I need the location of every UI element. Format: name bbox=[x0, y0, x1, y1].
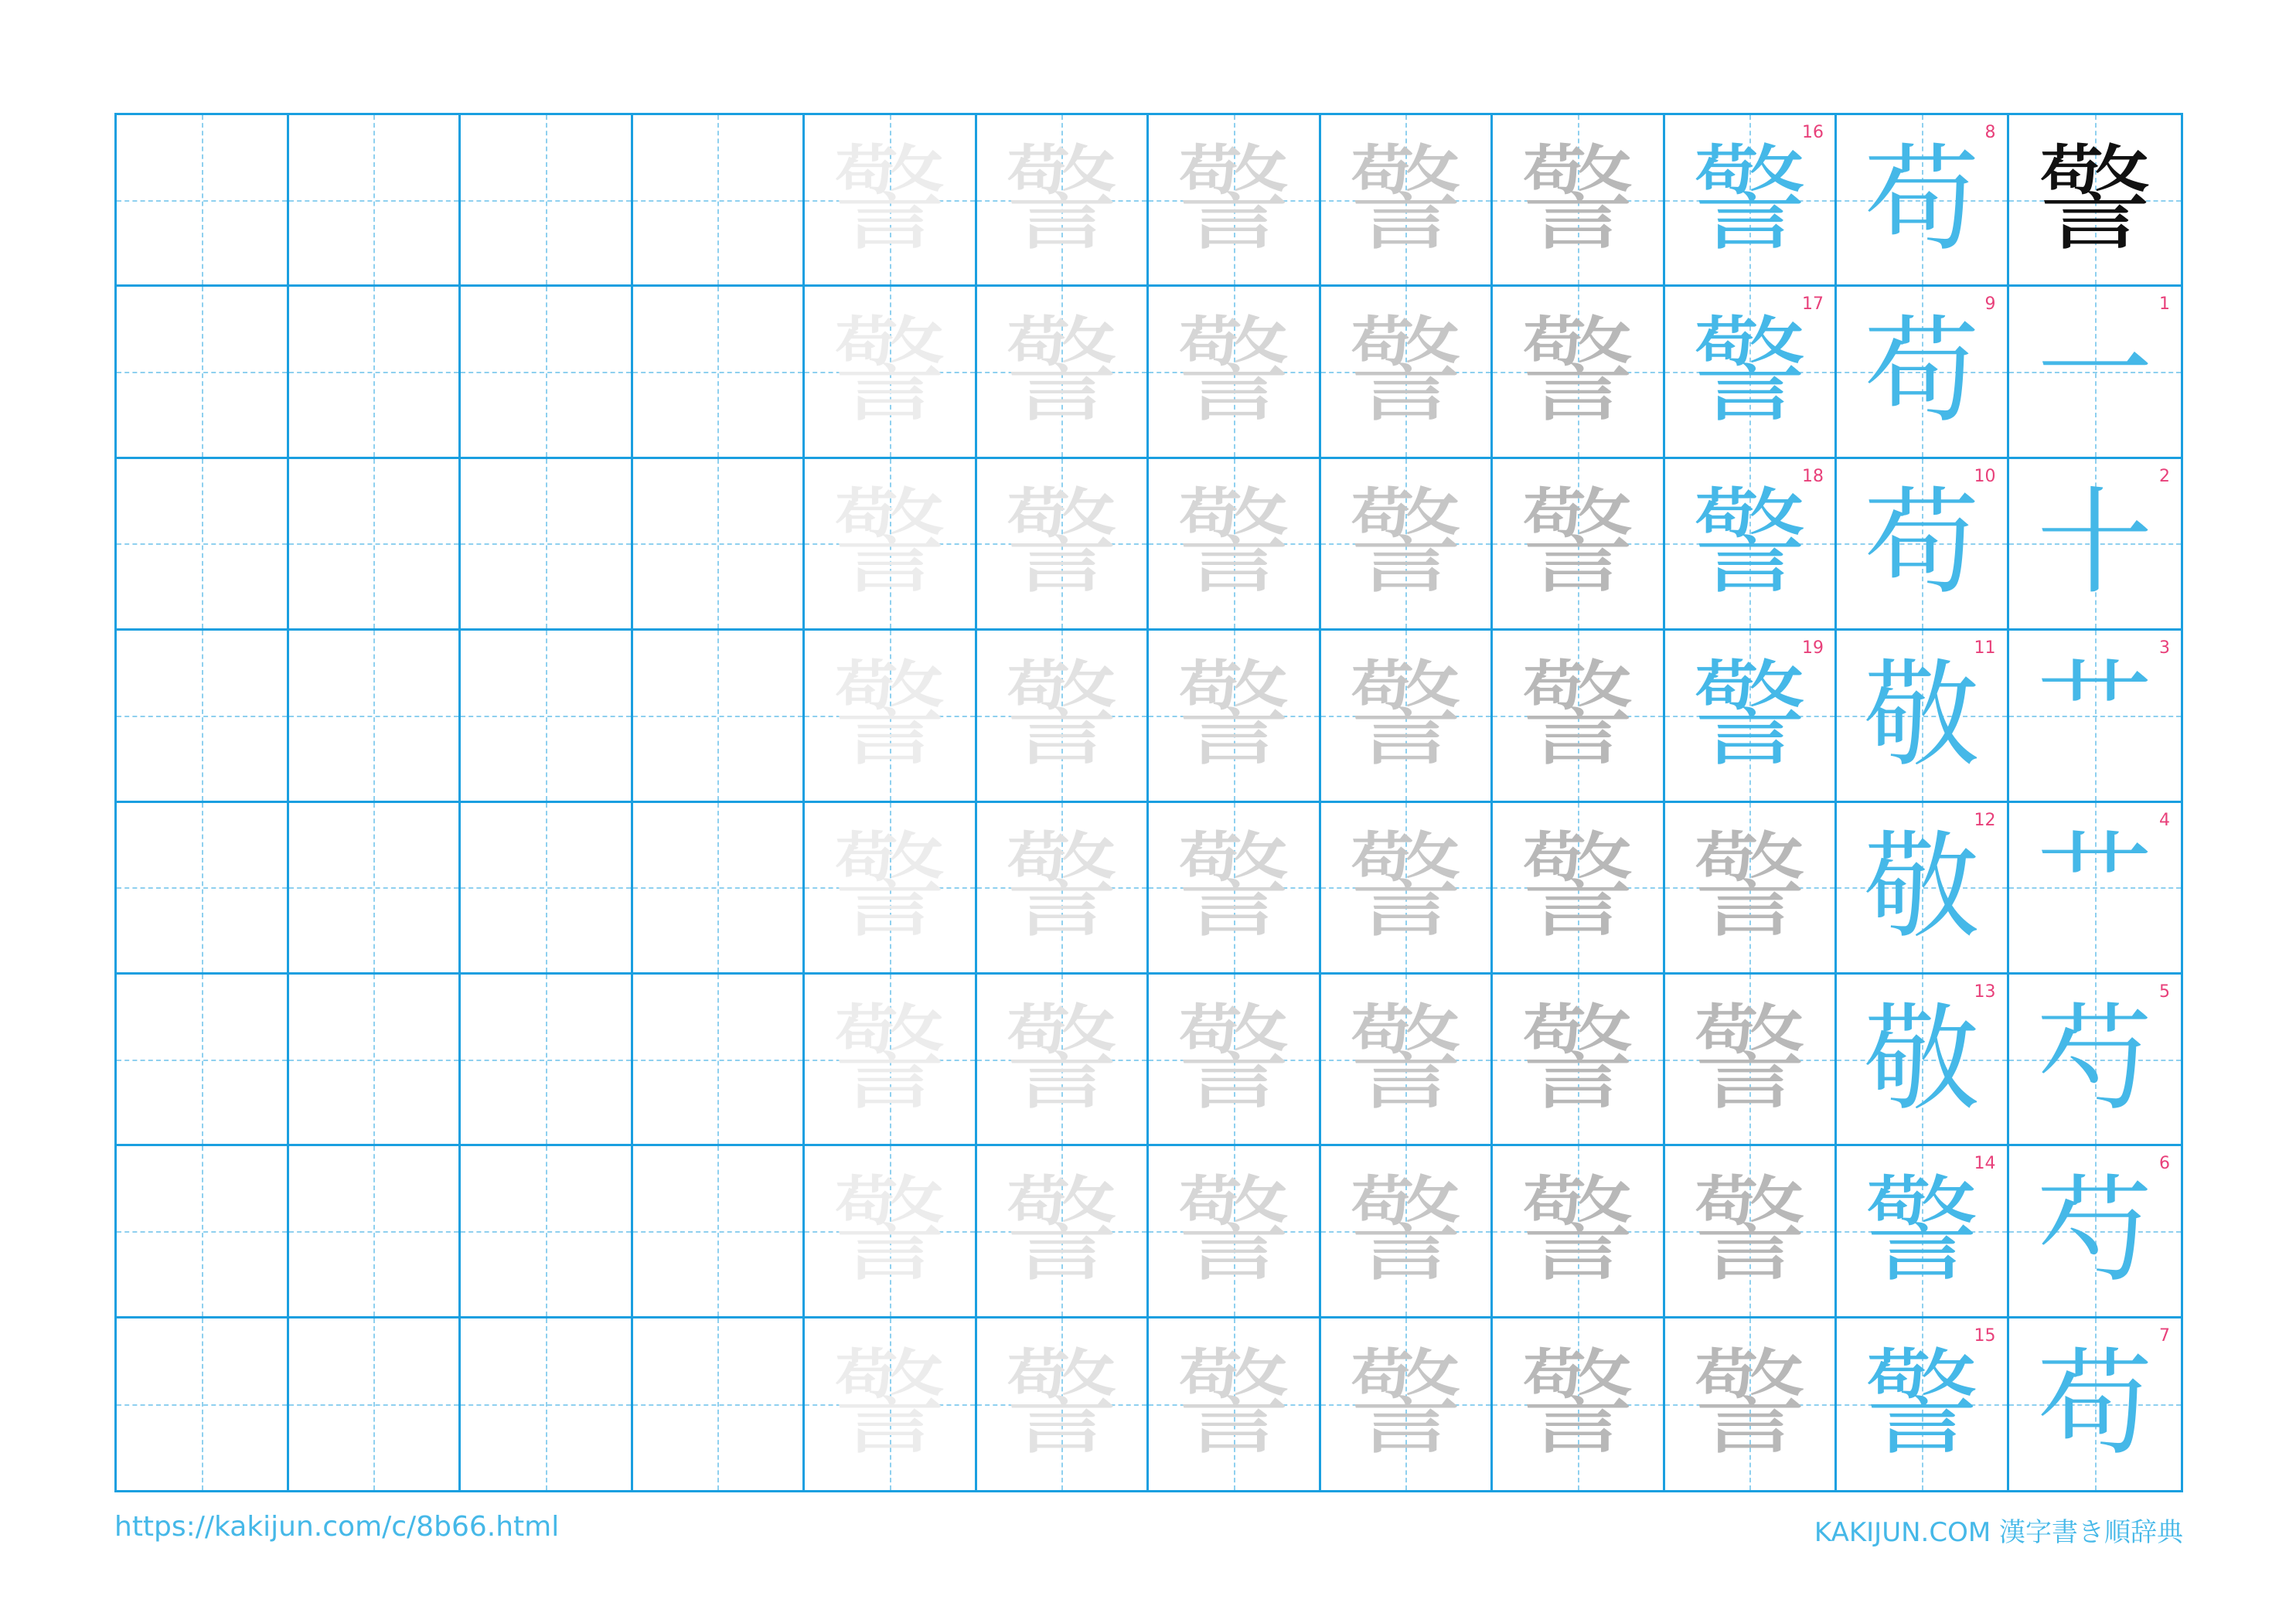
trace-cell bbox=[1321, 975, 1494, 1146]
trace-glyph: 警 bbox=[1347, 1336, 1464, 1472]
stroke-step-cell bbox=[2009, 1146, 2182, 1318]
empty-cell bbox=[461, 1146, 633, 1318]
trace-cell bbox=[1665, 1146, 1838, 1318]
stroke-step-cell bbox=[2009, 1318, 2182, 1490]
empty-cell bbox=[289, 1318, 462, 1490]
trace-cell bbox=[1149, 1146, 1321, 1318]
trace-cell bbox=[1321, 115, 1494, 287]
site-brand: KAKIJUN.COM 漢字書き順辞典 bbox=[1814, 1517, 2183, 1548]
trace-cell bbox=[977, 1146, 1150, 1318]
practice-grid bbox=[114, 113, 2183, 1492]
stroke-step-cell bbox=[1837, 975, 2009, 1146]
empty-cell bbox=[633, 631, 806, 802]
trace-glyph: 警 bbox=[831, 132, 948, 267]
trace-glyph: 警 bbox=[1347, 132, 1464, 267]
stroke-step-cell bbox=[1837, 631, 2009, 802]
empty-cell bbox=[461, 631, 633, 802]
stroke-step-glyph: 敬 bbox=[1863, 648, 1980, 783]
trace-cell bbox=[1321, 1146, 1494, 1318]
empty-cell bbox=[461, 459, 633, 631]
stroke-number: 10 bbox=[1974, 466, 1996, 486]
empty-cell bbox=[633, 1318, 806, 1490]
trace-cell bbox=[805, 115, 977, 287]
trace-glyph: 警 bbox=[1347, 476, 1464, 611]
trace-cell bbox=[977, 975, 1150, 1146]
trace-glyph: 警 bbox=[831, 305, 948, 440]
trace-glyph: 警 bbox=[831, 992, 948, 1127]
trace-cell bbox=[1493, 1146, 1665, 1318]
stroke-step-cell bbox=[1837, 459, 2009, 631]
empty-cell bbox=[289, 1146, 462, 1318]
trace-glyph: 警 bbox=[1175, 992, 1292, 1127]
trace-cell bbox=[1321, 459, 1494, 631]
stroke-number: 13 bbox=[1974, 982, 1996, 1002]
trace-cell bbox=[1493, 975, 1665, 1146]
trace-glyph: 警 bbox=[1003, 820, 1120, 955]
stroke-number: 7 bbox=[2159, 1325, 2170, 1346]
trace-cell bbox=[977, 115, 1150, 287]
stroke-step-glyph: 一 bbox=[2036, 305, 2153, 440]
trace-glyph: 警 bbox=[1175, 132, 1292, 267]
trace-cell bbox=[1321, 631, 1494, 802]
trace-cell bbox=[805, 1318, 977, 1490]
trace-cell bbox=[977, 459, 1150, 631]
trace-cell bbox=[1149, 803, 1321, 975]
trace-glyph: 警 bbox=[1691, 820, 1808, 955]
stroke-step-glyph: 苟 bbox=[1863, 132, 1980, 267]
stroke-step-cell bbox=[2009, 287, 2182, 458]
stroke-step-cell bbox=[2009, 975, 2182, 1146]
stroke-number: 14 bbox=[1974, 1154, 1996, 1174]
stroke-number: 5 bbox=[2159, 982, 2170, 1002]
stroke-step-glyph: 十 bbox=[2036, 476, 2153, 611]
empty-cell bbox=[117, 975, 289, 1146]
trace-cell bbox=[1321, 803, 1494, 975]
stroke-step-glyph: 警 bbox=[1691, 648, 1808, 783]
trace-cell bbox=[1321, 287, 1494, 458]
stroke-step-cell bbox=[1665, 115, 1838, 287]
trace-cell bbox=[1149, 975, 1321, 1146]
stroke-step-glyph: 敬 bbox=[1863, 992, 1980, 1127]
stroke-step-glyph: 警 bbox=[1691, 132, 1808, 267]
stroke-number: 9 bbox=[1984, 294, 1996, 315]
stroke-step-glyph: 苟 bbox=[1863, 305, 1980, 440]
trace-cell bbox=[1493, 459, 1665, 631]
trace-cell bbox=[1493, 803, 1665, 975]
trace-cell bbox=[805, 287, 977, 458]
trace-cell bbox=[805, 1146, 977, 1318]
trace-glyph: 警 bbox=[831, 1163, 948, 1298]
empty-cell bbox=[117, 803, 289, 975]
trace-cell bbox=[805, 459, 977, 631]
stroke-step-cell bbox=[2009, 459, 2182, 631]
empty-cell bbox=[289, 803, 462, 975]
stroke-step-cell bbox=[2009, 631, 2182, 802]
trace-cell bbox=[1149, 631, 1321, 802]
stroke-number: 8 bbox=[1984, 123, 1996, 142]
trace-cell bbox=[977, 287, 1150, 458]
trace-glyph: 警 bbox=[1175, 305, 1292, 440]
trace-glyph: 警 bbox=[1691, 1163, 1808, 1298]
trace-glyph: 警 bbox=[1347, 820, 1464, 955]
empty-cell bbox=[633, 975, 806, 1146]
empty-cell bbox=[461, 287, 633, 458]
empty-cell bbox=[117, 1146, 289, 1318]
trace-glyph: 警 bbox=[1519, 820, 1636, 955]
stroke-number: 17 bbox=[1802, 294, 1824, 315]
stroke-step-cell bbox=[1837, 1146, 2009, 1318]
trace-glyph: 警 bbox=[831, 1336, 948, 1472]
stroke-number: 4 bbox=[2159, 810, 2170, 830]
trace-cell bbox=[1493, 287, 1665, 458]
stroke-step-glyph: 艹 bbox=[2036, 820, 2153, 955]
empty-cell bbox=[461, 1318, 633, 1490]
stroke-step-glyph: 警 bbox=[1691, 476, 1808, 611]
trace-cell bbox=[1149, 459, 1321, 631]
stroke-number: 19 bbox=[1802, 638, 1824, 658]
trace-cell bbox=[805, 803, 977, 975]
stroke-step-cell bbox=[2009, 803, 2182, 975]
stroke-step-cell bbox=[1665, 459, 1838, 631]
trace-cell bbox=[1149, 115, 1321, 287]
trace-cell bbox=[1321, 1318, 1494, 1490]
stroke-number: 2 bbox=[2159, 466, 2170, 486]
stroke-number: 1 bbox=[2159, 294, 2170, 315]
trace-glyph: 警 bbox=[1003, 476, 1120, 611]
trace-glyph: 警 bbox=[1003, 1163, 1120, 1298]
trace-glyph: 警 bbox=[831, 476, 948, 611]
stroke-step-glyph: 芍 bbox=[2036, 1163, 2153, 1298]
trace-glyph: 警 bbox=[1175, 820, 1292, 955]
empty-cell bbox=[633, 115, 806, 287]
trace-glyph: 警 bbox=[831, 648, 948, 783]
trace-glyph: 警 bbox=[1003, 132, 1120, 267]
stroke-step-cell bbox=[1665, 631, 1838, 802]
trace-glyph: 警 bbox=[1175, 1163, 1292, 1298]
empty-cell bbox=[461, 975, 633, 1146]
trace-cell bbox=[1665, 1318, 1838, 1490]
empty-cell bbox=[289, 287, 462, 458]
stroke-step-glyph: 艹 bbox=[2036, 648, 2153, 783]
trace-glyph: 警 bbox=[1519, 1163, 1636, 1298]
trace-glyph: 警 bbox=[1003, 992, 1120, 1127]
empty-cell bbox=[117, 459, 289, 631]
empty-cell bbox=[117, 115, 289, 287]
stroke-step-glyph: 苟 bbox=[1863, 476, 1980, 611]
trace-cell bbox=[977, 803, 1150, 975]
stroke-number: 3 bbox=[2159, 638, 2170, 658]
trace-cell bbox=[1149, 1318, 1321, 1490]
empty-cell bbox=[289, 459, 462, 631]
trace-glyph: 警 bbox=[1519, 305, 1636, 440]
stroke-step-cell bbox=[1837, 803, 2009, 975]
empty-cell bbox=[633, 459, 806, 631]
trace-cell bbox=[1665, 803, 1838, 975]
trace-glyph: 警 bbox=[1347, 992, 1464, 1127]
stroke-number: 15 bbox=[1974, 1325, 1996, 1346]
trace-glyph: 警 bbox=[1347, 1163, 1464, 1298]
stroke-step-cell bbox=[1837, 1318, 2009, 1490]
stroke-number: 12 bbox=[1974, 810, 1996, 830]
empty-cell bbox=[633, 1146, 806, 1318]
empty-cell bbox=[289, 975, 462, 1146]
empty-cell bbox=[633, 803, 806, 975]
trace-glyph: 警 bbox=[1003, 648, 1120, 783]
trace-cell bbox=[1665, 975, 1838, 1146]
trace-glyph: 警 bbox=[1691, 992, 1808, 1127]
stroke-step-glyph: 敬 bbox=[1863, 820, 1980, 955]
trace-cell bbox=[1493, 115, 1665, 287]
trace-glyph: 警 bbox=[1003, 1336, 1120, 1472]
empty-cell bbox=[633, 287, 806, 458]
trace-glyph: 警 bbox=[831, 820, 948, 955]
trace-glyph: 警 bbox=[1175, 476, 1292, 611]
trace-glyph: 警 bbox=[1347, 305, 1464, 440]
stroke-step-glyph: 警 bbox=[1863, 1336, 1980, 1472]
trace-cell bbox=[977, 631, 1150, 802]
trace-cell bbox=[1493, 1318, 1665, 1490]
empty-cell bbox=[461, 115, 633, 287]
stroke-step-cell bbox=[1665, 287, 1838, 458]
empty-cell bbox=[289, 115, 462, 287]
trace-glyph: 警 bbox=[1175, 648, 1292, 783]
trace-cell bbox=[805, 631, 977, 802]
stroke-step-glyph: 芍 bbox=[2036, 992, 2153, 1127]
model-kanji: 警 bbox=[2036, 132, 2153, 267]
model-kanji-cell bbox=[2009, 115, 2182, 287]
stroke-step-cell bbox=[1837, 287, 2009, 458]
stroke-number: 6 bbox=[2159, 1154, 2170, 1174]
stroke-number: 16 bbox=[1802, 123, 1824, 142]
stroke-step-glyph: 警 bbox=[1863, 1163, 1980, 1298]
stroke-number: 18 bbox=[1802, 466, 1824, 486]
stroke-step-glyph: 警 bbox=[1691, 305, 1808, 440]
trace-cell bbox=[1149, 287, 1321, 458]
trace-cell bbox=[805, 975, 977, 1146]
trace-glyph: 警 bbox=[1003, 305, 1120, 440]
trace-cell bbox=[1493, 631, 1665, 802]
trace-glyph: 警 bbox=[1519, 476, 1636, 611]
trace-glyph: 警 bbox=[1691, 1336, 1808, 1472]
empty-cell bbox=[117, 631, 289, 802]
trace-cell bbox=[977, 1318, 1150, 1490]
empty-cell bbox=[289, 631, 462, 802]
trace-glyph: 警 bbox=[1347, 648, 1464, 783]
trace-glyph: 警 bbox=[1519, 992, 1636, 1127]
trace-glyph: 警 bbox=[1519, 648, 1636, 783]
stroke-number: 11 bbox=[1974, 638, 1996, 658]
empty-cell bbox=[117, 287, 289, 458]
source-url-link[interactable]: https://kakijun.com/c/8b66.html bbox=[114, 1511, 560, 1543]
stroke-step-cell bbox=[1837, 115, 2009, 287]
trace-glyph: 警 bbox=[1175, 1336, 1292, 1472]
trace-glyph: 警 bbox=[1519, 1336, 1636, 1472]
trace-glyph: 警 bbox=[1519, 132, 1636, 267]
empty-cell bbox=[117, 1318, 289, 1490]
empty-cell bbox=[461, 803, 633, 975]
stroke-step-glyph: 苟 bbox=[2036, 1336, 2153, 1472]
